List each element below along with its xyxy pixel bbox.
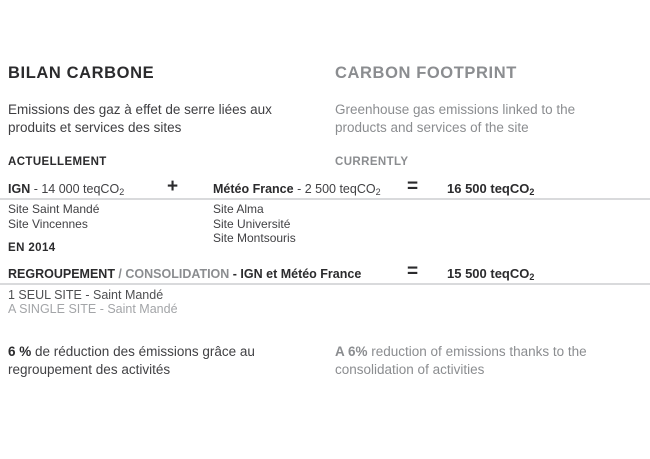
single-site-label-en: A SINGLE SITE - Saint Mandé (8, 302, 178, 316)
reduction-text-fr: de réduction des émissions grâce au regroupement des activités (8, 344, 255, 377)
consolidation-label-en: CONSOLIDATION (125, 267, 230, 281)
meteo-site-list (213, 202, 296, 246)
equals-operator-current: = (407, 176, 419, 197)
co2-subscript: 2 (529, 271, 535, 282)
total-2014-amount: 15 500 teqCO (447, 266, 530, 281)
consolidation-statement (8, 267, 361, 281)
co2-subscript: 2 (529, 186, 535, 197)
equals-operator-2014: = (407, 261, 419, 282)
list-item: Site Montsouris (213, 231, 296, 245)
ign-emissions-value (8, 182, 124, 196)
reduction-note-en (335, 343, 611, 379)
page-title-en: CARBON FOOTPRINT (335, 64, 517, 82)
reduction-percent-en: A 6% (335, 344, 368, 359)
separator-slash: / (114, 267, 126, 281)
section-label-actuellement: ACTUELLEMENT (8, 156, 107, 168)
co2-subscript: 2 (119, 186, 125, 197)
total-current-emissions (447, 181, 534, 196)
meteo-amount: - 2 500 teqCO (293, 182, 376, 196)
section-label-currently: CURRENTLY (335, 156, 409, 168)
co2-subscript: 2 (375, 186, 381, 197)
plus-operator: + (167, 176, 179, 197)
total-2014-emissions (447, 266, 534, 281)
divider-line-top (0, 198, 650, 200)
meteo-emissions-value (213, 182, 381, 196)
single-site-label-fr: 1 SEUL SITE - Saint Mandé (8, 288, 164, 302)
list-item: Site Saint Mandé (8, 202, 100, 216)
ign-amount: - 14 000 teqCO (30, 182, 120, 196)
regroupement-label-fr: REGROUPEMENT (8, 267, 115, 281)
list-item: Site Université (213, 216, 291, 231)
total-current-amount: 16 500 teqCO (447, 181, 530, 196)
subtitle-en: Greenhouse gas emissions linked to the products and services of the site (335, 102, 576, 135)
ign-label: IGN (8, 182, 31, 196)
ign-site-list (8, 202, 99, 231)
reduction-note-fr (8, 343, 276, 379)
consolidation-entities: - IGN et Météo France (229, 267, 362, 281)
reduction-percent-fr: 6 % (8, 344, 32, 359)
list-item: Site Alma (213, 202, 264, 216)
list-item: Site Vincennes (8, 216, 88, 231)
page-title-fr: BILAN CARBONE (8, 64, 155, 82)
subtitle-fr: Emissions des gaz à effet de serre liées aux produits et services des sites (8, 102, 272, 135)
meteo-label: Météo France (213, 182, 294, 196)
divider-line-bottom (0, 283, 650, 285)
reduction-text-en: reduction of emissions thanks to the consolidation of activities (335, 344, 587, 377)
section-label-en-2014: EN 2014 (8, 242, 56, 254)
